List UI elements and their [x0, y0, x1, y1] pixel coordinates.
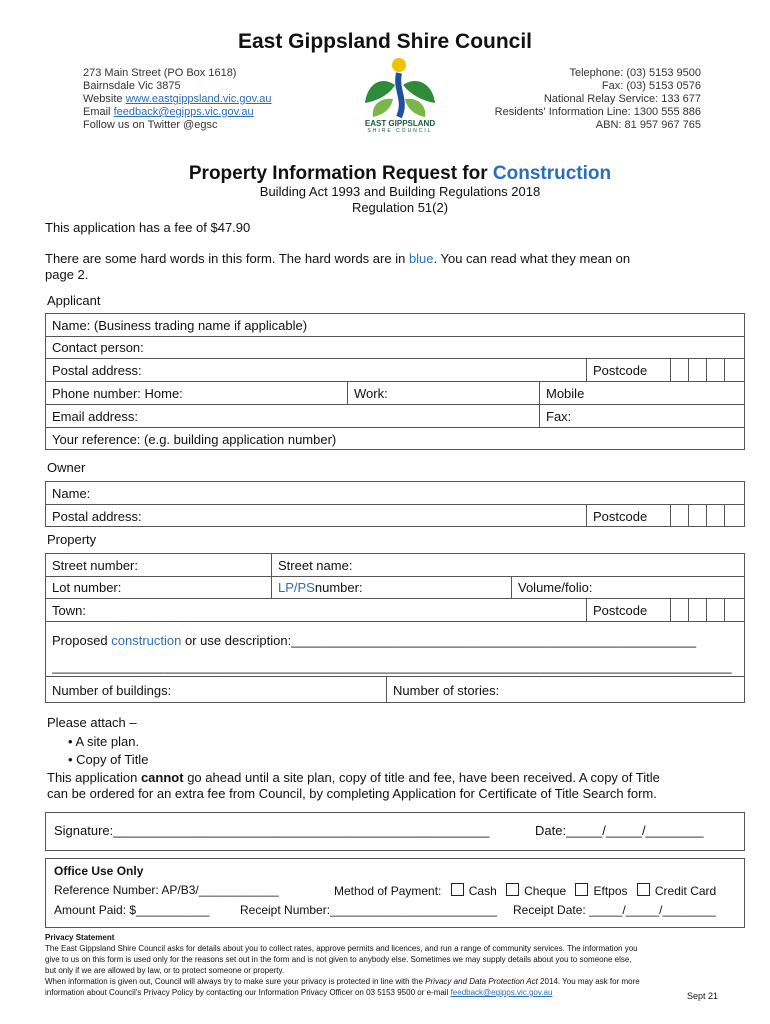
council-contact-block	[495, 67, 701, 132]
list-item: • Copy of Title	[68, 752, 149, 767]
attach-heading: Please attach –	[47, 715, 137, 730]
volume-folio-field[interactable]: Volume/folio:	[511, 577, 744, 598]
applicant-heading: Applicant	[47, 293, 101, 308]
signature-field[interactable]: Signature:____________________________________________________	[54, 823, 490, 838]
email-line: Email feedback@egipps.vic.gov.au	[83, 106, 254, 118]
form-regulation: Regulation 51(2)	[351, 200, 449, 215]
applicant-contact-row	[46, 337, 744, 359]
applicant-name-field[interactable]: Name: (Business trading name if applicable)	[52, 317, 308, 333]
privacy-line: information about Council's Privacy Policy by contacting our Information Privacy Officer on 03 5153 9500 or e-mail feedback@egipps.vic.gov.au	[45, 988, 553, 997]
applicant-email-row	[46, 405, 744, 428]
fee-text: This application has a fee of $47.90	[45, 220, 251, 235]
lot-number-field[interactable]: Lot number:	[52, 580, 122, 595]
postcode-digit-box[interactable]	[688, 599, 706, 621]
address-line: 273 Main Street (PO Box 1618)	[83, 67, 237, 79]
website-line: Website www.eastgippsland.vic.gov.au	[83, 93, 272, 105]
contact-line: ABN: 81 957 967 765	[595, 119, 701, 131]
owner-name-row	[46, 482, 744, 505]
postcode-digit-box[interactable]	[688, 505, 706, 527]
privacy-line: The East Gippsland Shire Council asks for details about you to collect rates, approve permits and licences, and run a range of community services. The information you	[45, 944, 638, 953]
eftpos-checkbox[interactable]	[575, 883, 588, 896]
applicant-section	[45, 313, 745, 450]
office-use-section	[45, 858, 745, 928]
credit-card-checkbox[interactable]	[637, 883, 650, 896]
list-item: • A site plan.	[68, 734, 140, 749]
attach-list	[68, 733, 148, 769]
postcode-digit-box[interactable]	[670, 359, 688, 381]
privacy-heading: Privacy Statement	[45, 933, 115, 942]
phone-work-field[interactable]: Work:	[347, 382, 539, 404]
website-link[interactable]: www.eastgippsland.vic.gov.au	[125, 93, 272, 105]
address-line: Bairnsdale Vic 3875	[83, 80, 181, 92]
amount-paid-field[interactable]: Amount Paid: $___________	[54, 903, 210, 917]
property-section	[45, 553, 745, 703]
applicant-postal-row	[46, 359, 744, 382]
receipt-date-field[interactable]: Receipt Date: _____/_____/________	[513, 903, 716, 917]
owner-postal-field[interactable]: Postal address:	[52, 508, 142, 524]
form-subtitle: Building Act 1993 and Building Regulations 2018	[259, 184, 541, 199]
postcode-digit-box[interactable]	[670, 599, 688, 621]
twitter-line: Follow us on Twitter @egsc	[83, 119, 218, 131]
postcode-digit-box[interactable]	[706, 599, 724, 621]
applicant-reference-row	[46, 428, 744, 450]
reference-field[interactable]: Your reference: (e.g. building application number)	[52, 431, 337, 447]
street-number-field[interactable]: Street number:	[52, 557, 138, 573]
property-town-row	[46, 599, 744, 622]
receipt-number-field[interactable]: Receipt Number:_________________________	[240, 903, 497, 917]
proposed-description-field[interactable]: Proposed construction or use description:________________________________________________________ ______________________________________________________________________________________________	[52, 633, 732, 674]
owner-name-field[interactable]: Name:	[52, 485, 91, 501]
contact-line: Fax: (03) 5153 0576	[601, 80, 701, 92]
contact-person-field[interactable]: Contact person:	[52, 340, 144, 355]
postcode-digit-box[interactable]	[670, 505, 688, 527]
postcode-digit-box[interactable]	[706, 505, 724, 527]
attach-note: This application cannot go ahead until a site plan, copy of title and fee, have been received. A copy of Title can be ordered for an extra fee from Council, by completing Application for Certificate of Title Search form.	[47, 770, 660, 801]
property-count-row	[46, 677, 744, 703]
office-reference-field[interactable]: Reference Number: AP/B3/____________	[54, 883, 279, 897]
postcode-digit-box[interactable]	[688, 359, 706, 381]
cheque-checkbox[interactable]	[506, 883, 519, 896]
payment-method-group: Method of Payment: Cash Cheque Eftpos Credit Card	[334, 884, 717, 898]
town-field[interactable]: Town:	[52, 602, 86, 618]
postal-address-field[interactable]: Postal address:	[52, 362, 142, 378]
council-address-block	[83, 67, 272, 132]
lpps-number-field[interactable]: LP/PS number:	[271, 577, 511, 598]
applicant-name-row	[46, 314, 744, 337]
date-field[interactable]: Date:_____/_____/________	[535, 823, 704, 838]
property-description-row	[46, 622, 744, 677]
phone-mobile-field[interactable]: Mobile	[539, 382, 744, 404]
hard-words-text: There are some hard words in this form. The hard words are in blue. You can read what they mean on page 2.	[45, 251, 631, 282]
property-heading: Property	[47, 532, 97, 547]
phone-home-field[interactable]: Phone number: Home:	[52, 385, 183, 401]
postcode-label: Postcode	[586, 359, 670, 381]
postcode-digit-box[interactable]	[706, 359, 724, 381]
fax-field[interactable]: Fax:	[539, 405, 744, 427]
owner-section	[45, 481, 745, 527]
form-title: Property Information Request for Construction	[188, 163, 612, 184]
contact-line: Telephone: (03) 5153 9500	[569, 67, 701, 79]
privacy-email-link[interactable]: feedback@egipps.vic.gov.au	[450, 988, 553, 997]
postcode-label: Postcode	[586, 505, 670, 527]
number-of-stories-field[interactable]: Number of stories:	[386, 677, 744, 703]
signature-section	[45, 812, 745, 851]
email-address-field[interactable]: Email address:	[52, 408, 138, 424]
logo-subtext: SHIRE COUNCIL	[367, 128, 433, 134]
postcode-digit-box[interactable]	[724, 599, 742, 621]
property-lot-row	[46, 577, 744, 599]
privacy-line: When information is given out, Council will always try to make sure your privacy is protected in line with the Privacy and Data Protection Act 2014. You may ask for more	[45, 977, 640, 986]
street-name-field[interactable]: Street name:	[271, 554, 744, 576]
office-use-heading: Office Use Only	[54, 864, 144, 878]
number-of-buildings-field[interactable]: Number of buildings:	[52, 682, 172, 698]
email-link[interactable]: feedback@egipps.vic.gov.au	[113, 106, 254, 118]
postcode-digit-box[interactable]	[724, 359, 742, 381]
postcode-label: Postcode	[586, 599, 670, 621]
contact-line: Residents' Information Line: 1300 555 886	[494, 106, 701, 118]
property-street-row	[46, 554, 744, 577]
council-name: East Gippsland Shire Council	[237, 30, 533, 53]
owner-heading: Owner	[47, 460, 86, 475]
title-highlight: Construction	[492, 163, 612, 184]
postcode-digit-box[interactable]	[724, 505, 742, 527]
cash-checkbox[interactable]	[451, 883, 464, 896]
privacy-statement	[45, 932, 745, 998]
privacy-line: but only if we are allowed by law, or to protect someone or property.	[45, 966, 285, 975]
privacy-line: give to us on this form is used only for the reasons set out in the form and is not given to anybody else. Sometimes we may supply details about you to someone else,	[45, 955, 632, 964]
contact-line: National Relay Service: 133 677	[543, 93, 701, 105]
owner-postal-row	[46, 505, 744, 527]
logo-text: EAST GIPPSLAND	[364, 119, 436, 128]
version-footer: Sept 21	[686, 991, 718, 1001]
applicant-phone-row	[46, 382, 744, 405]
